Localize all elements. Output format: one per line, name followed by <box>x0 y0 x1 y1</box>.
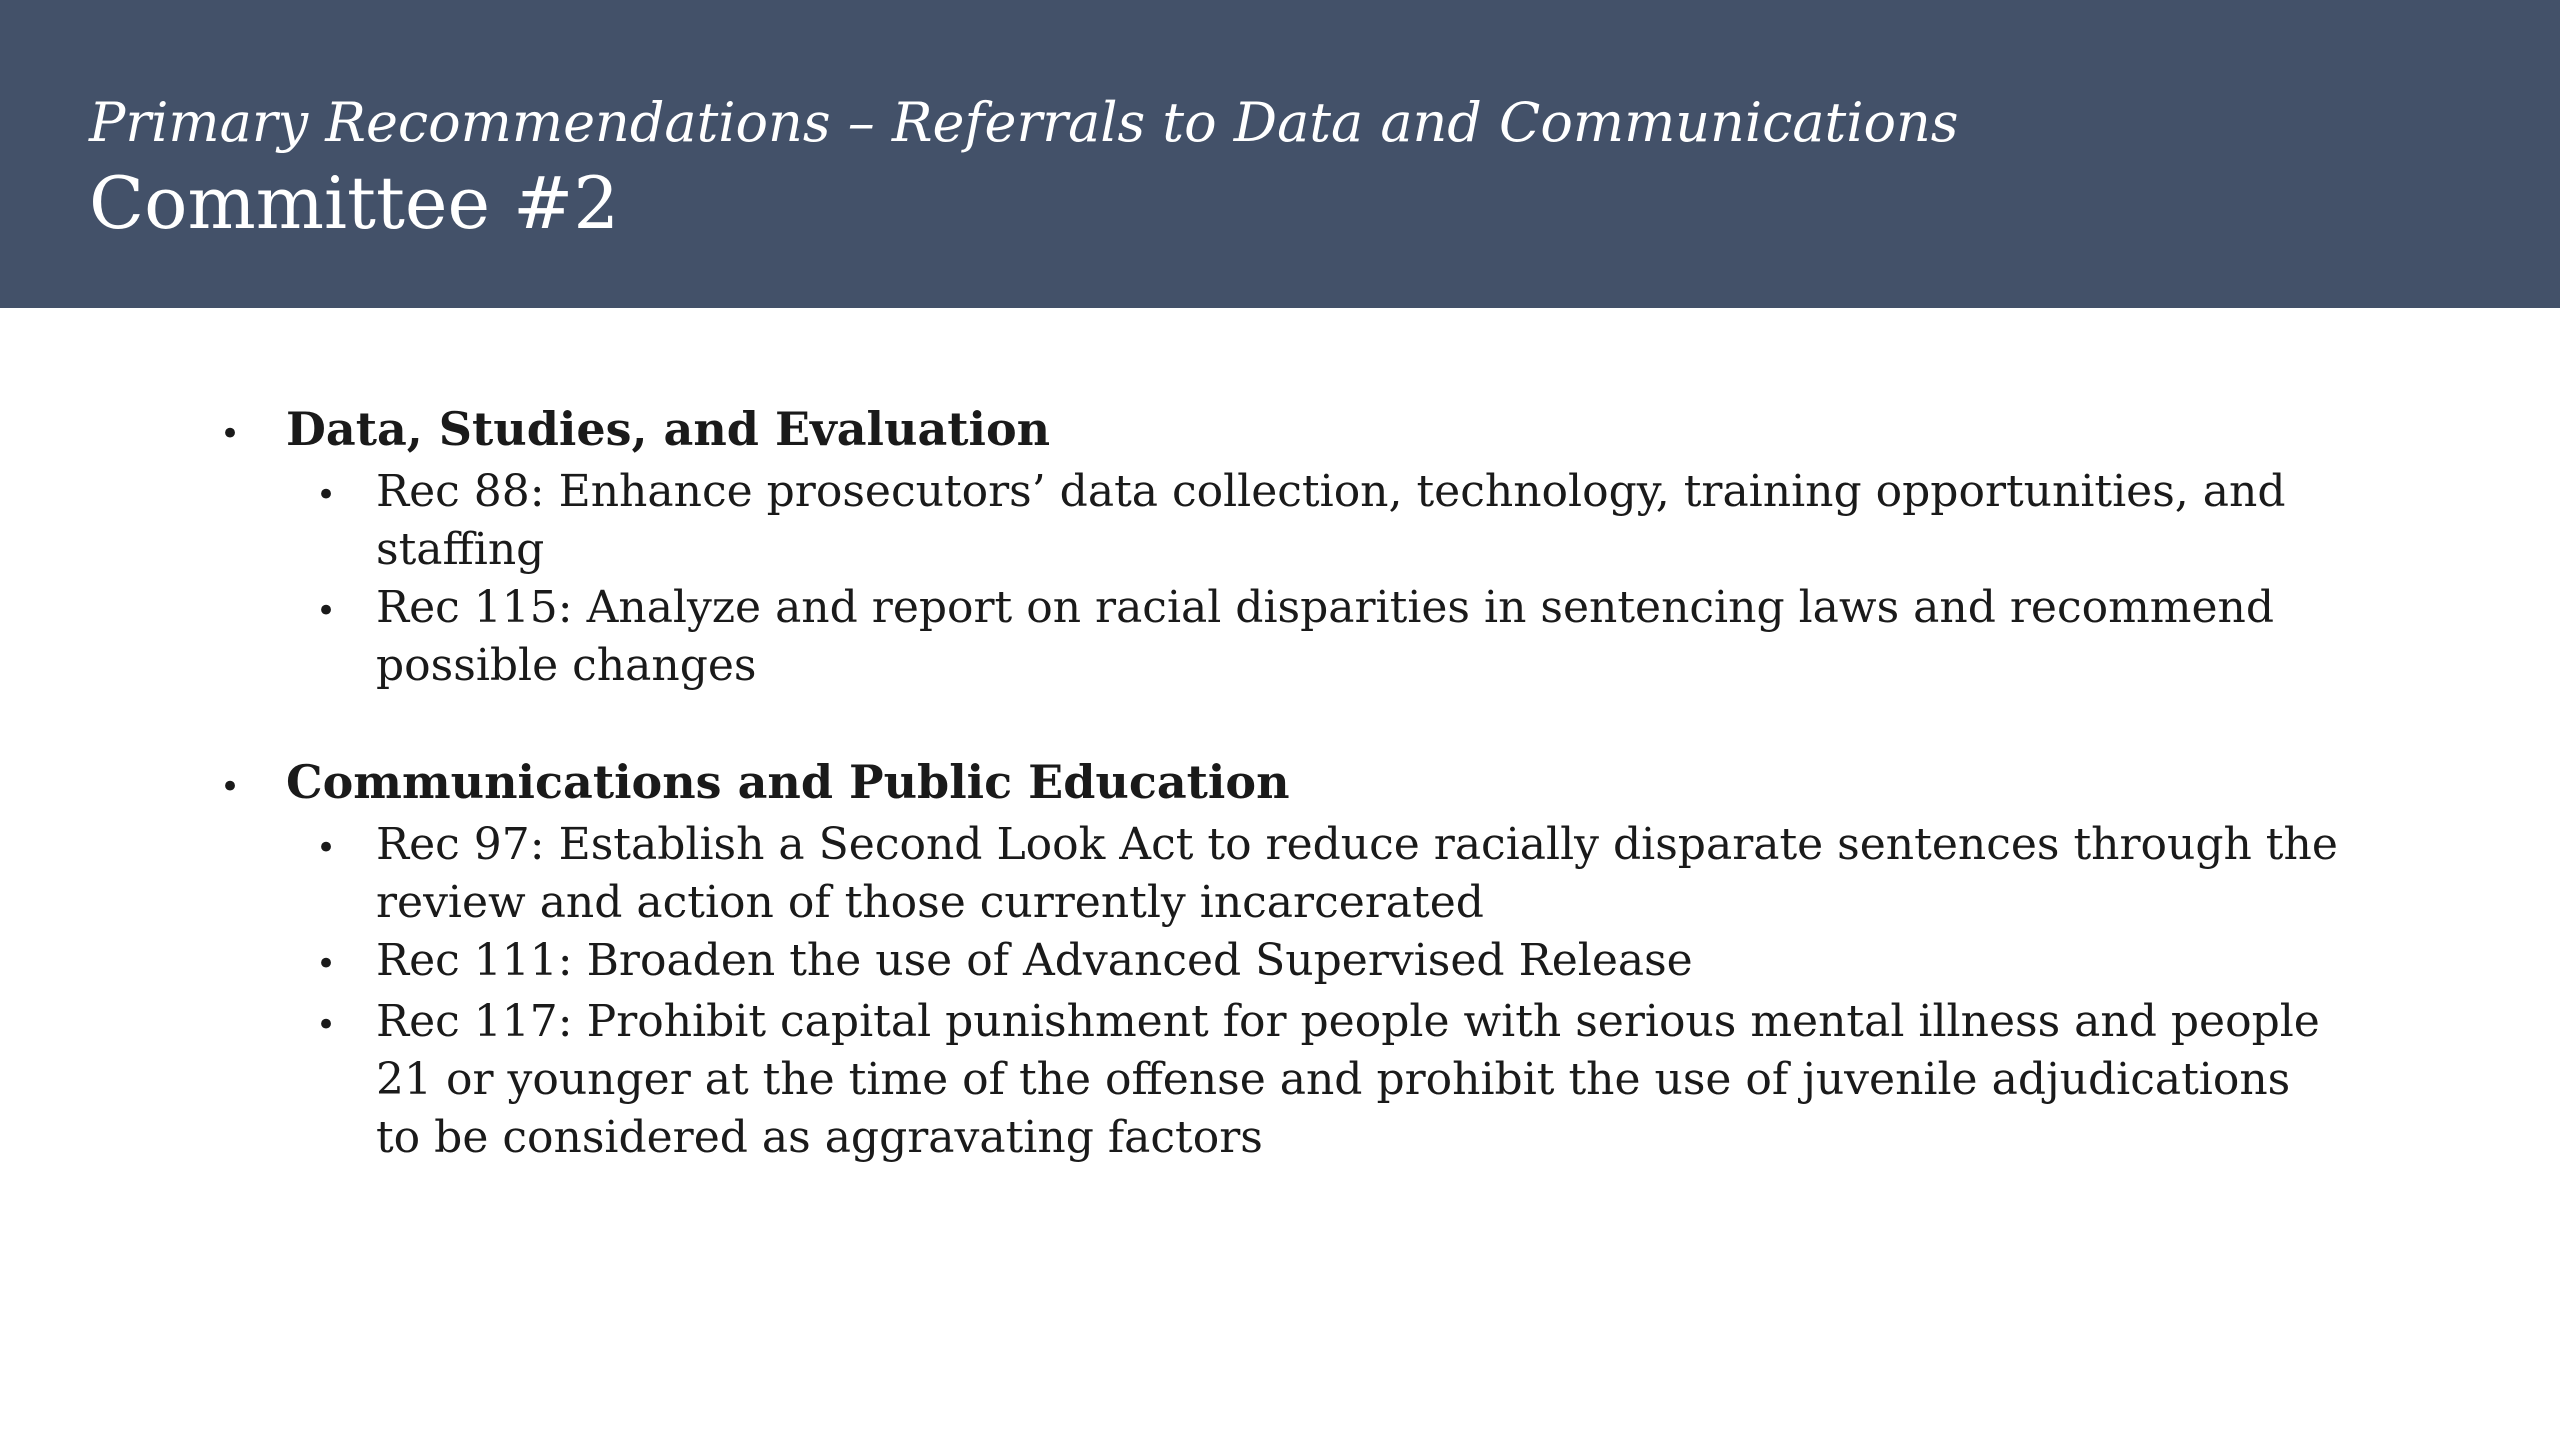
bullet-icon: • <box>220 767 241 807</box>
list-item <box>316 816 2340 932</box>
list-item-text: Rec 117: Prohibit capital punishment for people with serious mental illness and people 21 or younger at the time of the offense and prohibit the use of juvenile adjudications to be considered as aggravating factors <box>376 996 2320 1163</box>
header-bar <box>0 0 2560 308</box>
section-data-studies <box>220 400 2340 695</box>
list-item-text: Rec 88: Enhance prosecutors’ data collection, technology, training opportunities, and staffing <box>376 466 2286 575</box>
list-item-text: Rec 111: Broaden the use of Advanced Supervised Release <box>376 935 1693 986</box>
bullet-icon: • <box>316 591 337 631</box>
section-item-list <box>220 816 2340 1167</box>
bullet-icon: • <box>316 828 337 868</box>
bullet-icon: • <box>316 944 337 984</box>
bullet-icon: • <box>316 1005 337 1045</box>
slide-subtitle: Primary Recommendations – Referrals to Data and Communications <box>89 91 1959 154</box>
section-heading <box>220 400 2340 463</box>
bullet-icon: • <box>220 414 241 454</box>
list-item <box>316 463 2340 579</box>
slide-content <box>220 400 2340 1225</box>
section-heading-text: Communications and Public Education <box>286 755 1290 809</box>
list-item <box>316 932 2340 993</box>
list-item <box>316 993 2340 1167</box>
list-item-text: Rec 97: Establish a Second Look Act to reduce racially disparate sentences through the review and action of those currently incarcerated <box>376 819 2338 928</box>
section-communications <box>220 753 2340 1167</box>
list-item-text: Rec 115: Analyze and report on racial disparities in sentencing laws and recommend possible changes <box>376 582 2275 691</box>
section-item-list <box>220 463 2340 695</box>
slide-title: Committee #2 <box>89 161 620 245</box>
section-heading <box>220 753 2340 816</box>
section-heading-text: Data, Studies, and Evaluation <box>286 402 1051 456</box>
list-item <box>316 579 2340 695</box>
bullet-icon: • <box>316 475 337 515</box>
